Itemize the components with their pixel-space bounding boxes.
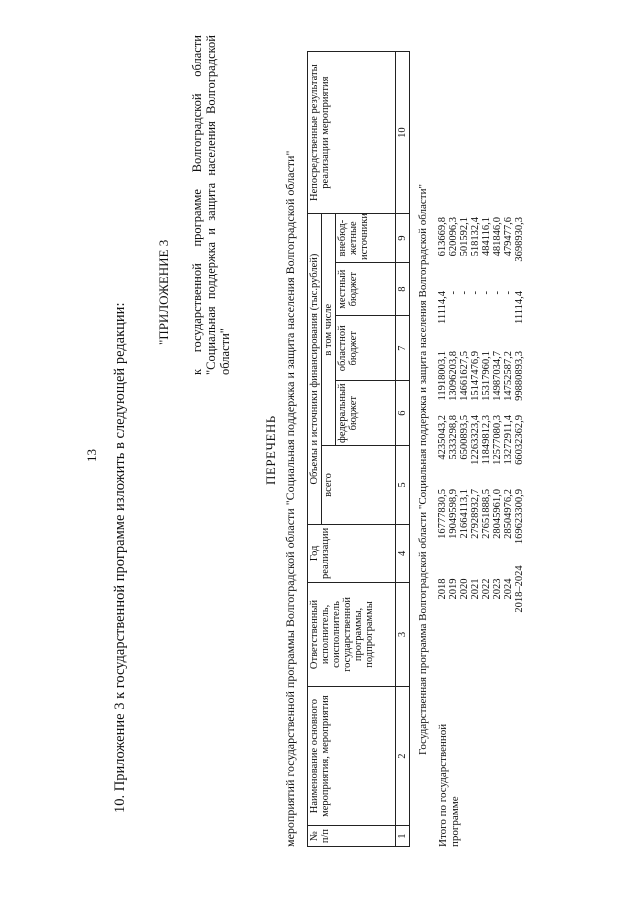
cell-federal: 66032362,9: [514, 415, 525, 465]
cell-local: -: [470, 291, 481, 295]
cell-extra: 620096,3: [448, 217, 459, 257]
cell-extra: 481846,0: [492, 217, 503, 257]
cell-extra: 479477,6: [503, 217, 514, 257]
cell-total: 28504976,2: [503, 489, 514, 539]
cell-year: 2019: [448, 578, 459, 600]
table-row: [492, 215, 503, 617]
header-federal: федеральный бюджет: [336, 381, 396, 446]
col-number: 8: [396, 263, 410, 316]
table-row: [448, 215, 459, 617]
table-row: [514, 215, 525, 617]
col-number: 10: [396, 52, 410, 214]
cell-total: 16777830,5: [437, 489, 448, 539]
header-name: Наименование основного мероприятия, мероприятия: [308, 687, 396, 826]
cell-federal: 6500893,5: [459, 415, 470, 460]
cell-federal: 4235043,2: [437, 415, 448, 460]
cell-regional: 99880893,3: [514, 351, 525, 401]
cell-regional: 15317960,1: [481, 351, 492, 401]
col-number: 1: [396, 826, 410, 847]
intro-line: 10. Приложение 3 к государственной программе изложить в следующей редакции:: [112, 302, 128, 813]
cell-year: 2020: [459, 578, 470, 600]
cell-extra: 3698930,3: [514, 217, 525, 262]
cell-total: 169623300,9: [514, 489, 525, 545]
col-number: 3: [396, 582, 410, 686]
table-row: [459, 215, 470, 617]
header-year: Год реализации: [308, 524, 396, 582]
table-row: [470, 215, 481, 617]
cell-regional: 14661627,5: [459, 351, 470, 401]
cell-local: -: [459, 291, 470, 295]
page-number: 13: [84, 449, 99, 462]
header-results: Непосредственные результаты реализации мероприятия: [308, 52, 396, 214]
col-number: 2: [396, 687, 410, 826]
list-title: ПЕРЕЧЕНЬ: [263, 415, 278, 485]
table-row: [503, 215, 514, 617]
cell-local: -: [481, 291, 492, 295]
appendix-title: "ПРИЛОЖЕНИЕ 3: [156, 239, 171, 345]
cell-year: 2024: [503, 578, 514, 600]
cell-federal: 12577080,3: [492, 415, 503, 465]
cell-local: -: [448, 291, 459, 295]
cell-federal: 11849812,3: [481, 415, 492, 465]
table-row: [481, 215, 492, 617]
header-incl: в том числе: [322, 214, 336, 446]
col-number: 7: [396, 316, 410, 381]
col-number: 4: [396, 524, 410, 582]
itogo-label: Итого по государственной программе: [437, 723, 461, 847]
cell-regional: 14752587,2: [503, 351, 514, 401]
cell-local: -: [492, 291, 503, 295]
list-subtitle: мероприятий государственной программы Волгоградской области "Социальная поддержка и защита населения Волгоградской области": [283, 150, 297, 847]
header-finance: Объемы и источники финансирования (тыс.рублей): [308, 214, 322, 525]
cell-year: 2022: [481, 578, 492, 600]
cell-federal: 12263323,4: [470, 415, 481, 465]
header-executor: Ответственный исполнитель, соисполнитель государственной программы, подпрограммы: [308, 582, 396, 686]
cell-regional: 11918003,1: [437, 351, 448, 401]
cell-federal: 13272911,4: [503, 415, 514, 465]
cell-regional: 14987034,7: [492, 351, 503, 401]
cell-total: 21664113,1: [459, 489, 470, 539]
cell-local: -: [503, 291, 514, 295]
cell-local: 11114,4: [514, 291, 525, 324]
cell-total: 19049598,9: [448, 489, 459, 539]
cell-year: 2021: [470, 578, 481, 600]
header-table: [307, 51, 410, 847]
header-extra: внебюд-жетные источники: [336, 214, 396, 263]
cell-extra: 501592,1: [459, 217, 470, 257]
totals-table: [437, 215, 525, 617]
cell-year: 2018–2024: [514, 565, 525, 613]
section-title: Государственная программа Волгоградской области "Социальная поддержка и защита населения Волгоградской области": [417, 184, 429, 755]
header-num: № п/п: [308, 826, 396, 847]
table-row: [437, 215, 448, 617]
cell-total: 27928932,7: [470, 489, 481, 539]
cell-total: 27651888,5: [481, 489, 492, 539]
col-number: 9: [396, 214, 410, 263]
cell-extra: 484116,1: [481, 217, 492, 256]
cell-local: 11114,4: [437, 291, 448, 324]
appendix-text: к государственной программе Волгоградской области "Социальная поддержка и защита населения Волгоградской области": [190, 35, 232, 375]
cell-federal: 5333298,8: [448, 415, 459, 460]
cell-year: 2023: [492, 578, 503, 600]
cell-regional: 13096203,8: [448, 351, 459, 401]
cell-extra: 518132,4: [470, 217, 481, 257]
cell-year: 2018: [437, 578, 448, 600]
col-number: 5: [396, 446, 410, 525]
header-total: всего: [322, 446, 396, 525]
cell-extra: 613669,8: [437, 217, 448, 257]
header-regional: областной бюджет: [336, 316, 396, 381]
header-local: местный бюджет: [336, 263, 396, 316]
cell-regional: 15147476,9: [470, 351, 481, 401]
col-number: 6: [396, 381, 410, 446]
cell-total: 28045961,0: [492, 489, 503, 539]
